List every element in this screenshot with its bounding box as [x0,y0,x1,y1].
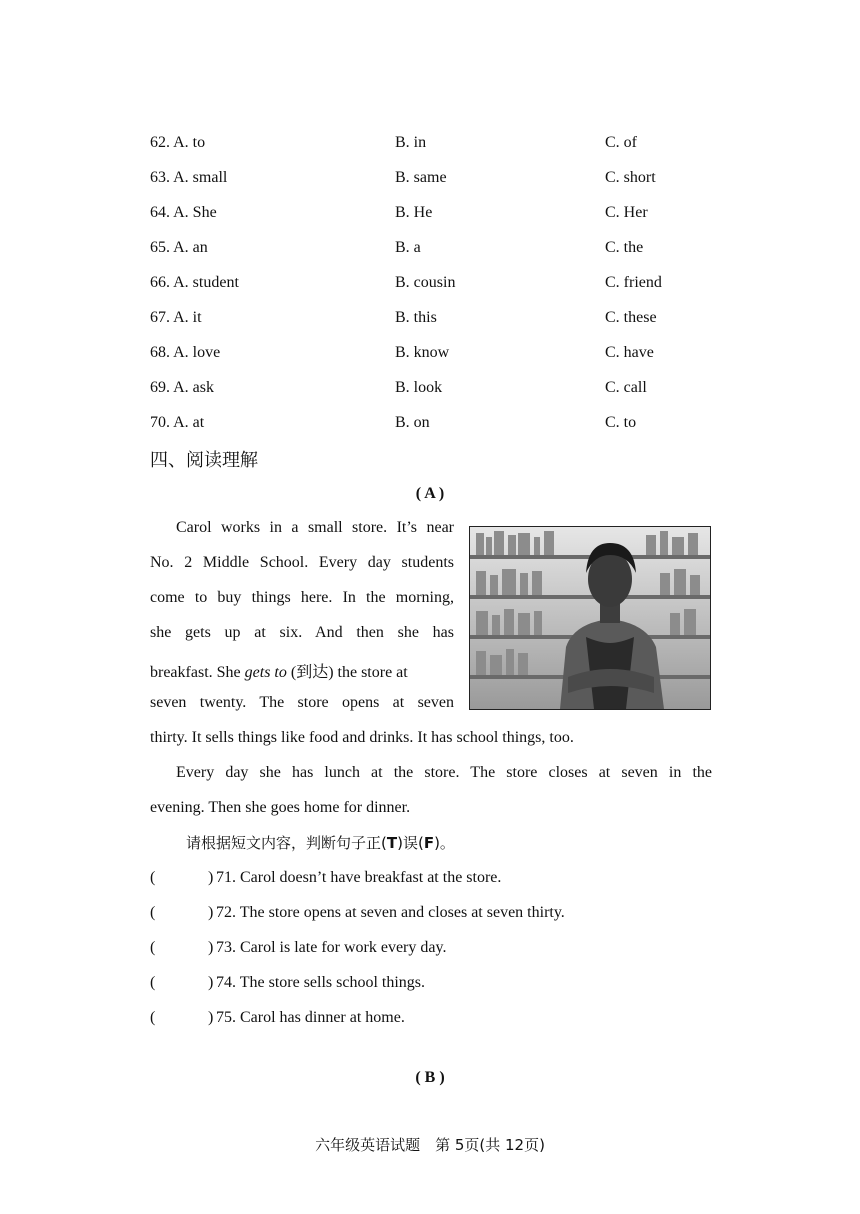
option-c: C. of [605,134,637,151]
question-text: 72. The store opens at seven and closes at seven thirty. [216,904,565,921]
section-title: 四、阅读理解 [150,450,258,471]
question-text: 73. Carol is late for work every day. [216,939,447,956]
option-a: 65. A. an [150,239,208,256]
option-b: B. cousin [395,274,456,291]
answer-blank-close: ) [208,1009,214,1026]
option-a: 64. A. She [150,204,217,221]
option-b: B. on [395,414,430,431]
option-c: C. to [605,414,637,431]
passage-line: No. 2 Middle School. Every day students [150,554,454,571]
instruction-text: )。 [434,834,455,852]
option-row [150,239,710,261]
passage-text: the store at [333,664,408,681]
option-c: C. the [605,239,644,256]
option-row [150,134,710,156]
option-row [150,309,710,331]
passage-a-heading: ( A ) [415,485,445,502]
option-a: 63. A. small [150,169,228,186]
question-text: 71. Carol doesn’t have breakfast at the store. [216,869,502,886]
option-row [150,169,710,191]
shopkeeper-photo [469,526,711,710]
option-row [150,204,710,226]
passage-line: come to buy things here. In the morning, [150,589,454,606]
answer-blank-open: ( [150,869,156,886]
answer-blank-close: ) [208,869,214,886]
question-text: 74. The store sells school things. [216,974,426,991]
page-footer: 六年级英语试题 第 5页(共 12页) [315,1136,545,1154]
true-mark: T [386,834,398,852]
answer-blank-close: ) [208,904,214,921]
passage-line [150,659,454,682]
option-a: 69. A. ask [150,379,214,396]
option-b: B. He [395,204,433,221]
option-row [150,344,710,366]
option-c: C. have [605,344,654,361]
instruction-text: )误( [397,834,424,852]
answer-blank-open: ( [150,974,156,991]
false-mark: F [423,834,435,852]
option-a: 66. A. student [150,274,239,291]
passage-line: Carol works in a small store. It’s near [176,519,454,536]
answer-blank-close: ) [208,939,214,956]
passage-line: seven twenty. The store opens at seven [150,694,454,711]
option-a: 67. A. it [150,309,202,326]
italic-phrase: gets to [244,664,287,681]
option-c: C. short [605,169,656,186]
passage-line: evening. Then she goes home for dinner. [150,799,411,816]
option-a: 70. A. at [150,414,205,431]
question-text: 75. Carol has dinner at home. [216,1009,405,1026]
option-c: C. call [605,379,647,396]
instruction [186,832,455,853]
option-a: 68. A. love [150,344,221,361]
option-c: C. these [605,309,657,326]
option-row [150,274,710,296]
passage-line: she gets up at six. And then she has [150,624,454,641]
answer-blank-close: ) [208,974,214,991]
option-row [150,379,710,401]
gloss: (到达) [286,664,334,681]
option-b: B. this [395,309,437,326]
instruction-text: 请根据短文内容，判断句子正( [186,834,387,852]
answer-blank-open: ( [150,1009,156,1026]
option-b: B. same [395,169,447,186]
option-b: B. know [395,344,450,361]
option-b: B. in [395,134,427,151]
answer-blank-open: ( [150,904,156,921]
option-c: C. Her [605,204,648,221]
passage-line: thirty. It sells things like food and drinks. It has school things, too. [150,729,574,746]
option-a: 62. A. to [150,134,206,151]
passage-b-heading: ( B ) [415,1069,445,1086]
passage-text: breakfast. She [150,664,245,681]
answer-blank-open: ( [150,939,156,956]
option-c: C. friend [605,274,662,291]
option-b: B. look [395,379,443,396]
passage-line: Every day she has lunch at the store. The store closes at seven in the [176,764,712,781]
option-b: B. a [395,239,421,256]
option-row [150,414,710,436]
